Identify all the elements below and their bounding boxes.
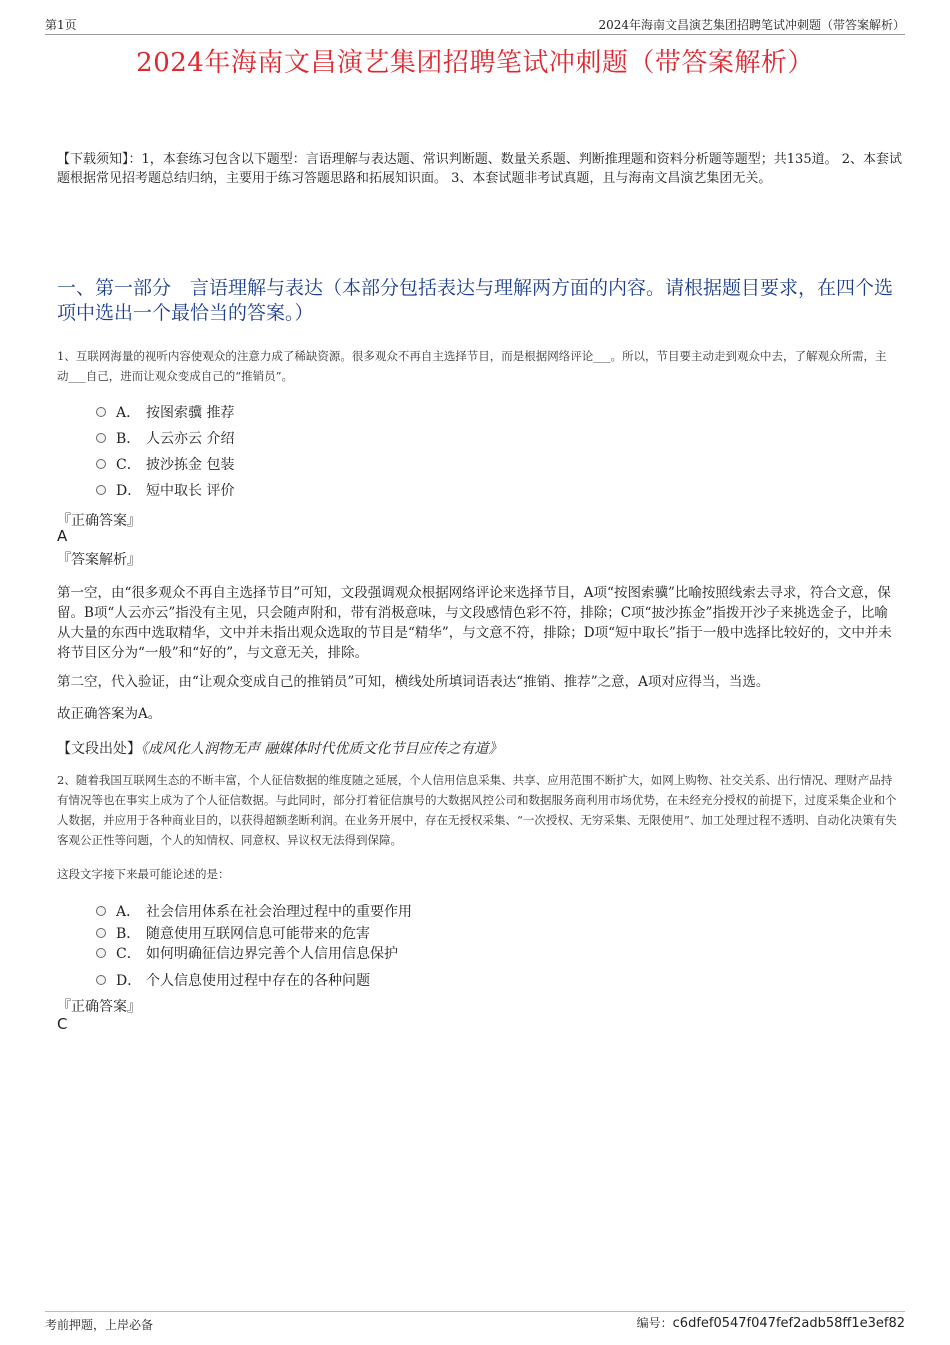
option-letter: C．	[116, 946, 141, 962]
question-1-option-d[interactable]	[96, 477, 856, 503]
footer-code-label: 编号：	[636, 1316, 673, 1330]
page-footer	[45, 1311, 905, 1336]
question-2-option-a[interactable]	[96, 898, 856, 924]
radio-icon[interactable]	[96, 948, 106, 958]
question-2-answer-label: 『正确答案』	[57, 999, 141, 1015]
question-1-options	[96, 399, 856, 503]
option-letter: A．	[116, 405, 141, 421]
page-number: 第1页	[45, 18, 77, 32]
question-1-source	[57, 738, 892, 758]
option-text: 如何明确征信边界完善个人信用信息保护	[146, 946, 398, 962]
option-letter: D．	[116, 973, 142, 989]
question-1-analysis-paragraph-1: 第一空，由“很多观众不再自主选择节目”可知，文段强调观众根据网络评论来选择节目，A项“按图索骥”比喻按照线索去寻求，符合文意，保留。B项“人云亦云”指没有主见，只会随声附和，带有消极意味，与文段感情色彩不符，排除；C项“披沙拣金”指拨开沙子来挑选金子，比喻从大量的东西中选取精华，文中并未指出观众选取的节目是“精华”，与文意不符，排除；D项“短中取长”指于一般中选择比较好的，文中并未将节目区分为“一般”和“好的”，与文意无关，排除。	[57, 585, 892, 661]
question-1-option-a[interactable]	[96, 399, 856, 425]
radio-icon[interactable]	[96, 975, 106, 985]
footer-code-value: c6dfef0547f047fef2adb58ff1e3ef82	[672, 1316, 905, 1331]
option-letter: B．	[116, 431, 141, 447]
footer-slogan: 考前押题，上岸必备	[45, 1318, 154, 1332]
question-2-option-d[interactable]	[96, 965, 856, 995]
radio-icon[interactable]	[96, 407, 106, 417]
option-text: 按图索骥 推荐	[146, 405, 235, 421]
question-2-answer: C	[57, 1015, 68, 1033]
question-2-option-b[interactable]	[96, 924, 856, 941]
radio-icon[interactable]	[96, 928, 106, 938]
source-book: 《成风化人润物无声 融媒体时代优质文化节目应传之有道》	[141, 741, 503, 757]
question-2-option-c[interactable]	[96, 941, 856, 965]
question-1-analysis-label: 『答案解析』	[57, 552, 141, 568]
radio-icon[interactable]	[96, 485, 106, 495]
document-title: 2024年海南文昌演艺集团招聘笔试冲刺题（带答案解析）	[136, 48, 814, 78]
source-prefix: 【文段出处】	[57, 741, 141, 757]
option-text: 披沙拣金 包装	[146, 457, 235, 473]
question-1-analysis-paragraph-3: 故正确答案为A。	[57, 706, 162, 722]
option-letter: D．	[116, 483, 142, 499]
section-title: 一、第一部分 言语理解与表达（本部分包括表达与理解两方面的内容。请根据题目要求，在四个选项中选出一个最恰当的答案。）	[57, 277, 894, 324]
option-text: 人云亦云 介绍	[146, 431, 235, 447]
download-notice: 【下载须知】：1，本套练习包含以下题型：言语理解与表达题、常识判断题、数量关系题、判断推理题和资料分析题等题型；共135道。 2、本套试题根据常见招考题总结归纳，主要用于练习答题思路和拓展知识面。 3、本套试题非考试真题，且与海南文昌演艺集团无关。	[57, 152, 902, 186]
option-text: 随意使用互联网信息可能带来的危害	[146, 925, 370, 942]
question-2-text: 2、随着我国互联网生态的不断丰富，个人征信数据的维度随之延展，个人信用信息采集、共享、应用范围不断扩大，如网上购物、社交关系、出行情况、理财产品持有情况等也在事实上成为了个人征信数据。与此同时，部分打着征信旗号的大数据风控公司和数据服务商利用市场优势，在未经充分授权的前提下，过度采集企业和个人数据，并应用于各种商业目的，以获得超额垄断利润。在业务开展中，存在无授权采集、“一次授权、无穷采集、无限使用”、加工处理过程不透明、自动化决策有失客观公正性等问题，个人的知情权、同意权、异议权无法得到保障。	[57, 773, 897, 847]
question-1-text: 1、互联网海量的视听内容使观众的注意力成了稀缺资源。很多观众不再自主选择节目，而是根据网络评论___。所以，节目要主动走到观众中去，了解观众所需，主动___自己，进而让观众变成自己的“推销员”。	[57, 349, 887, 383]
question-1-option-b[interactable]	[96, 425, 856, 451]
header-doc-title: 2024年海南文昌演艺集团招聘笔试冲刺题（带答案解析）	[598, 18, 905, 32]
footer-code	[637, 1314, 905, 1331]
question-2-options	[96, 898, 856, 995]
option-text: 社会信用体系在社会治理过程中的重要作用	[146, 904, 412, 920]
question-1-answer-label: 『正确答案』	[57, 513, 141, 529]
option-text: 个人信息使用过程中存在的各种问题	[146, 973, 370, 989]
option-letter: A．	[116, 904, 141, 920]
radio-icon[interactable]	[96, 906, 106, 916]
radio-icon[interactable]	[96, 459, 106, 469]
option-letter: B．	[116, 925, 141, 942]
question-1-answer: A	[57, 527, 68, 545]
question-2-prompt: 这段文字接下来最可能论述的是：	[57, 867, 230, 881]
option-text: 短中取长 评价	[146, 483, 235, 499]
option-letter: C．	[116, 457, 141, 473]
page-header	[45, 14, 905, 35]
radio-icon[interactable]	[96, 433, 106, 443]
question-1-option-c[interactable]	[96, 451, 856, 477]
question-1-analysis-paragraph-2: 第二空，代入验证，由“让观众变成自己的推销员”可知，横线处所填词语表达“推销、推荐”之意，A项对应得当，当选。	[57, 674, 770, 690]
